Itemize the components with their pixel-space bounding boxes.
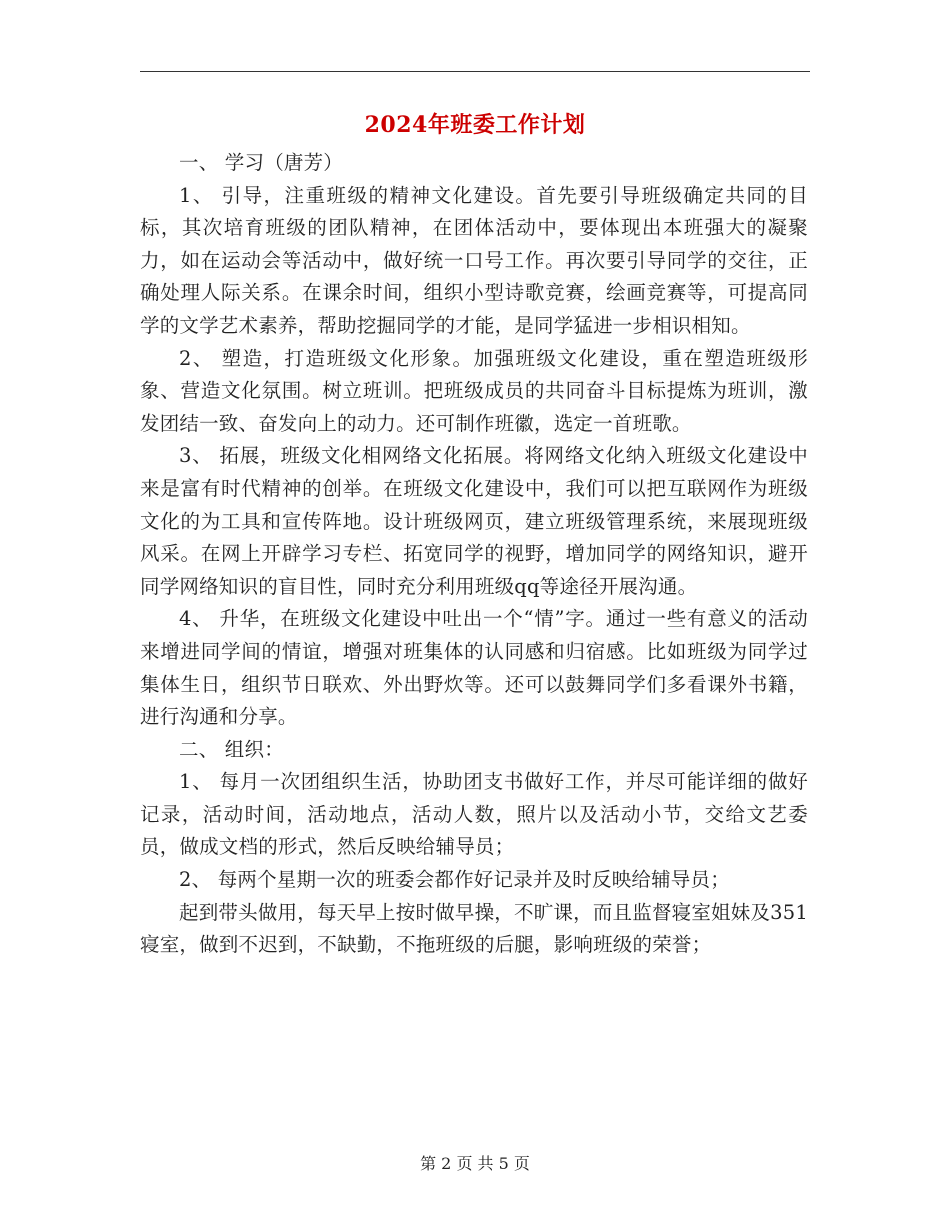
header-rule — [140, 71, 810, 72]
document-title: 2024年班委工作计划 — [364, 112, 586, 138]
section-heading-organization: 二、 组织： — [179, 737, 284, 761]
paragraph-sublimate: 4、 升华，在班级文化建设中吐出一个“情”字。通过一些有意义的活动来增进同学间的情谊，增强对班集体的认同感和归宿感。比如班级为同学过集体生日，组织节日联欢、外出野炊等。还可以鼓舞同学们多看课外书籍，进行沟通和分享。 — [140, 607, 808, 729]
paragraph-shape: 2、 塑造，打造班级文化形象。加强班级文化建设，重在塑造班级形象、营造文化氛围。树立班训。把班级成员的共同奋斗目标提炼为班训，激发团结一致、奋发向上的动力。还可制作班徽，选定一首班歌。 — [140, 346, 808, 435]
paragraph-biweekly-meeting: 2、 每两个星期一次的班委会都作好记录并及时反映给辅导员； — [179, 868, 730, 892]
section-heading-study: 一、 学习（唐芳） — [179, 151, 343, 174]
document-body — [140, 147, 808, 962]
paragraph-expand: 3、 拓展，班级文化相网络文化拓展。将网络文化纳入班级文化建设中来是富有时代精神的创举。在班级文化建设中，我们可以把互联网作为班级文化的为工具和宣传阵地。设计班级网页，建立班级管理系统，来展现班级风采。在网上开辟学习专栏、拓宽同学的视野，增加同学的网络知识，避开同学网络知识的盲目性，同时充分利用班级qq等途径开展沟通。 — [140, 444, 808, 598]
paragraph-lead-by-example: 起到带头做用，每天早上按时做早操，不旷课，而且监督寝室姐妹及351寝室，做到不迟到，不缺勤，不拖班级的后腿，影响班级的荣誉； — [140, 900, 808, 957]
paragraph-monthly-activity: 1、 每月一次团组织生活，协助团支书做好工作，并尽可能详细的做好记录，活动时间，活动地点，活动人数，照片以及活动小节，交给文艺委员，做成文档的形式，然后反映给辅导员； — [140, 770, 808, 859]
page-footer: 第 2 页 共 5 页 — [420, 1154, 530, 1173]
paragraph-guide: 1、 引导，注重班级的精神文化建设。首先要引导班级确定共同的目标，其次培育班级的团队精神，在团体活动中，要体现出本班强大的凝聚力，如在运动会等活动中，做好统一口号工作。再次要引导同学的交往，正确处理人际关系。在课余时间，组织小型诗歌竞赛，绘画竞赛等，可提高同学的文学艺术素养，帮助挖掘同学的才能，是同学猛进一步相识相知。 — [140, 183, 808, 337]
